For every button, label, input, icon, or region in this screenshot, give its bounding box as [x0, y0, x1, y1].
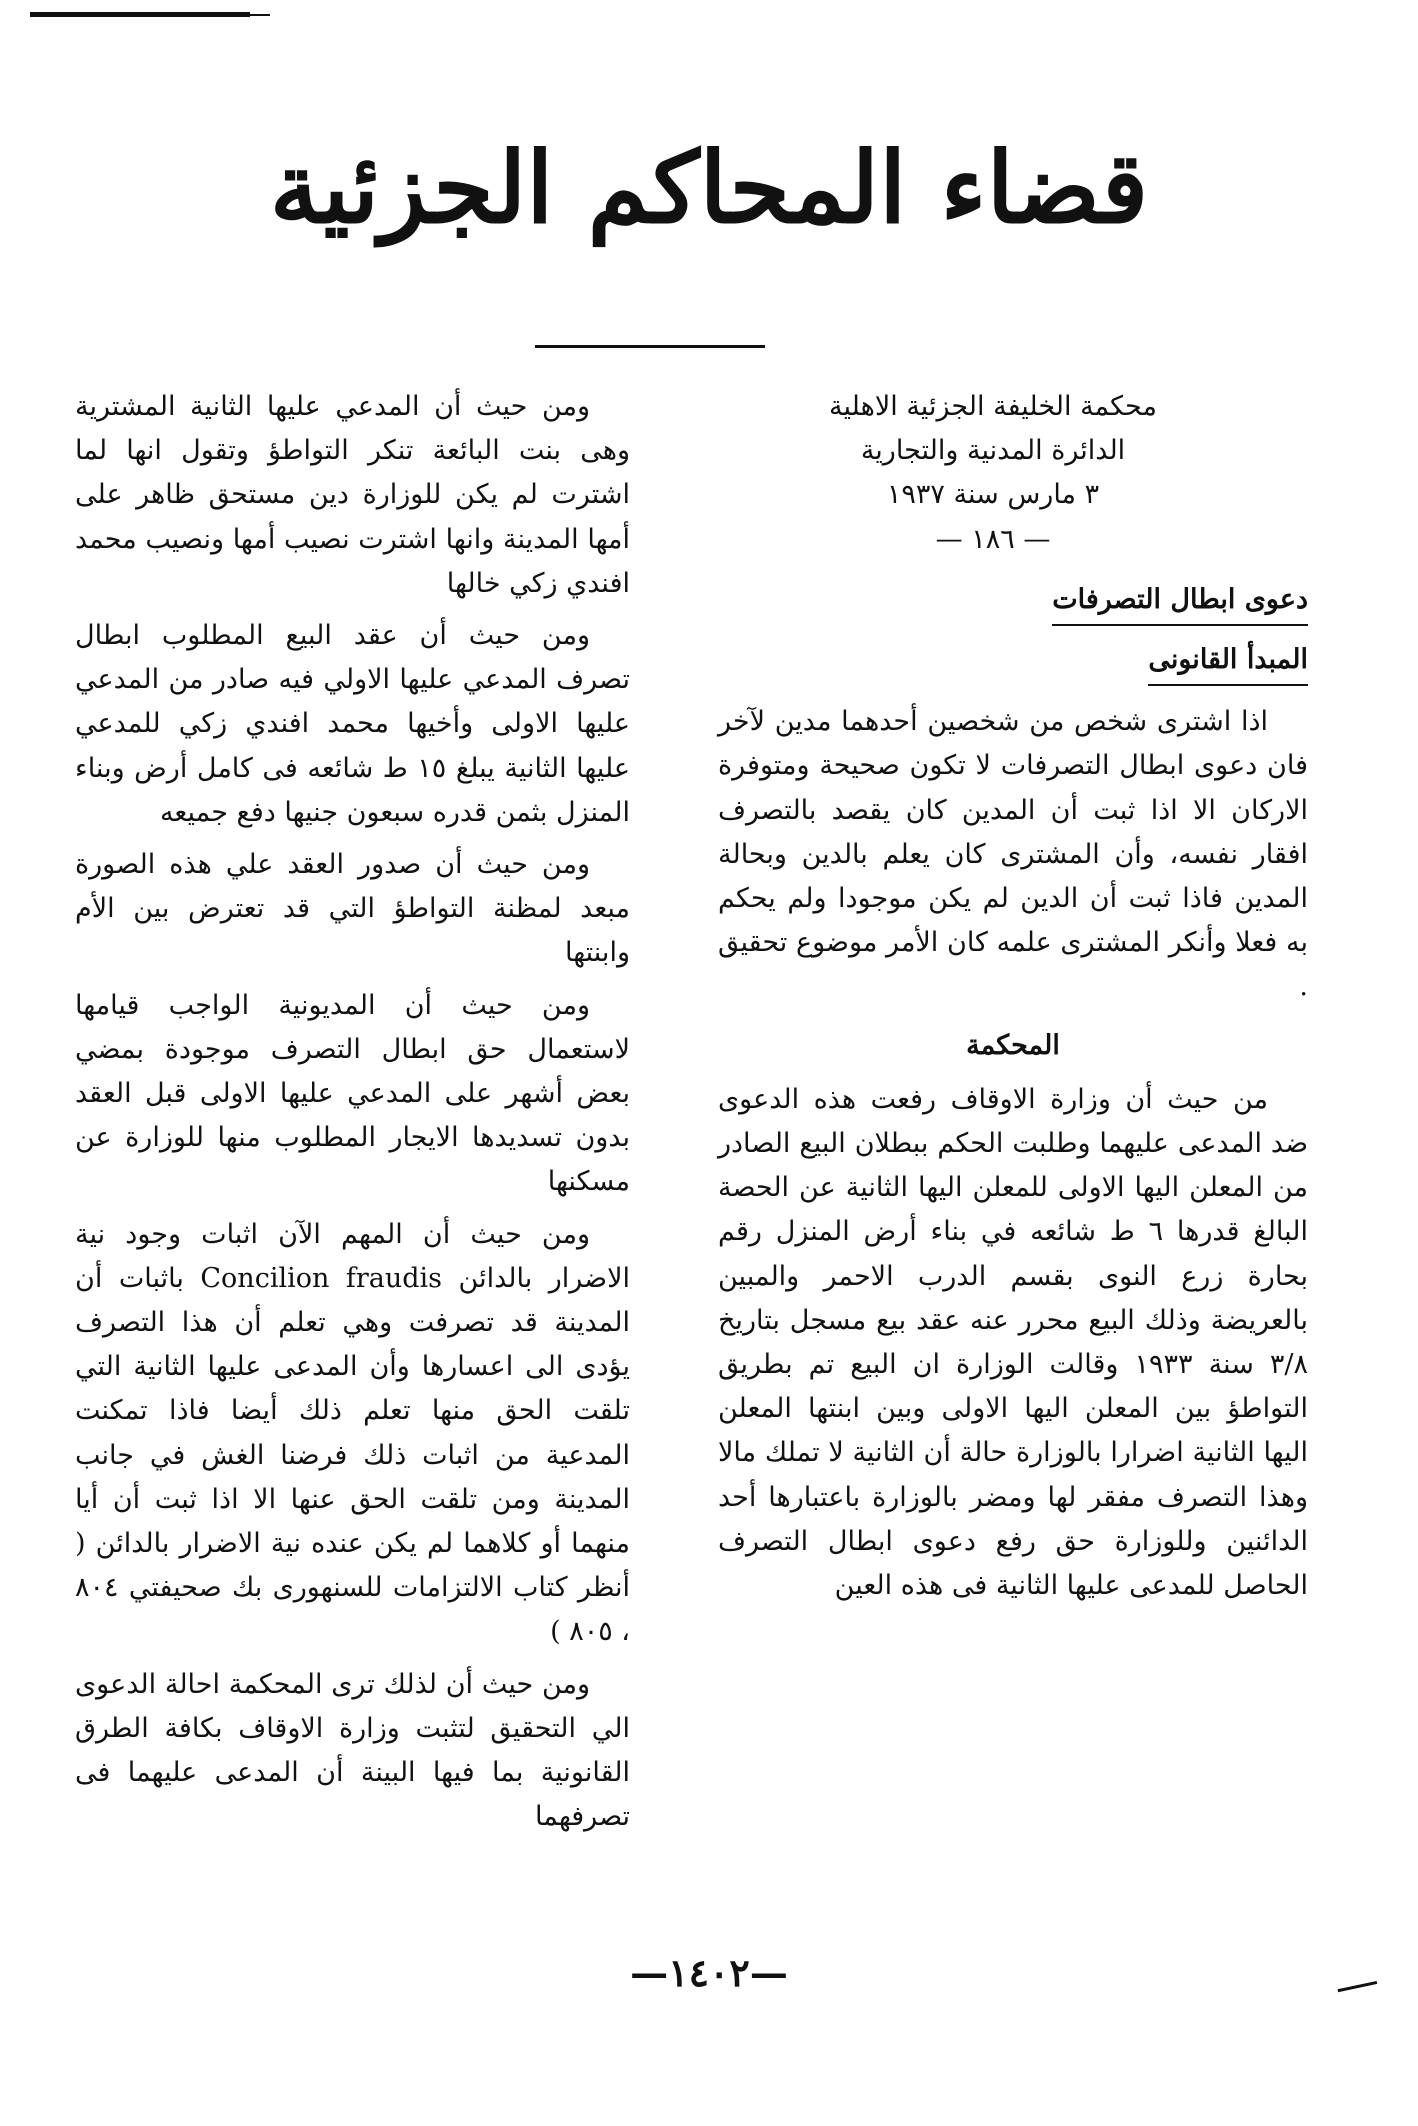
page-number: —١٤٠٢—: [630, 1950, 788, 1995]
judgment-label: المحكمة: [966, 1029, 1060, 1061]
masthead-divider: [535, 345, 765, 348]
paragraph: ومن حيث أن صدور العقد علي هذه الصورة مبعد لمظنة التواطؤ التي قد تعترض بين الأم وابنتها: [75, 849, 630, 969]
masthead-title: قضاء المحاكم الجزئية: [269, 131, 1149, 246]
paragraph: ومن حيث أن عقد البيع المطلوب ابطال تصرف المدعي عليها الاولي فيه صادر من المدعي عليها الاولى وأخيها محمد افندي زكي للمدعي عليها الثانية يبلغ ١٥ ط شائعه فى كامل أرض وبناء المنزل بثمن قدره سبعون جنيها دفع جميعه: [75, 620, 630, 828]
corner-print-mark: [30, 12, 250, 17]
case-number: — ١٨٦ —: [935, 523, 1051, 555]
left-column: [75, 385, 630, 1848]
court-name: محكمة الخليفة الجزئية الاهلية: [829, 391, 1157, 422]
case-title: دعوى ابطال التصرفات: [1052, 578, 1308, 626]
right-column: [718, 385, 1308, 1616]
court-division: الدائرة المدنية والتجارية: [860, 435, 1126, 467]
principle-label: المبدأ القانونى: [1148, 638, 1308, 686]
principle-text: اذا اشترى شخص من شخصين أحدهما مدين لآخر فان دعوى ابطال التصرفات لا تكون صحيحة ومتوفرة الاركان الا اذا ثبت أن المدين كان يقصد بالتصرف افقار نفسه، وأن المشترى كان يعلم بالدين وبحالة المدين فاذا ثبت أن الدين لم يكن موجودا ولم يحكم به فعلا وأنكر المشترى علمه كان الأمر موضوع تحقيق .: [718, 706, 1308, 1003]
paragraph: ومن حيث أن المدعي عليها الثانية المشترية وهى بنت البائعة تنكر التواطؤ وتقول انها لما اشترت لم يكن للوزارة دين مستحق ظاهر على أمها المدينة وانها اشترت نصيب أمها ونصيب محمد افندي زكي خالها: [75, 391, 630, 599]
paragraph: ومن حيث أن المهم الآن اثبات وجود نية الاضرار بالدائن Concilion fraudis باثبات أن المدينة قد تصرفت وهي تعلم أن هذا التصرف يؤدى الى اعسارها وأن المدعى عليها الثانية التي تلقت الحق منها تعلم ذلك أيضا فاذا تمكنت المدعية من اثبات ذلك فرضنا الغش في جانب المدينة ومن تلقت الحق عنها الا اذا ثبت أن أيا منهما أو كلاهما لم يكن عنده نية الاضرار بالدائن ( أنظر كتاب الالتزامات للسنهورى بك صحيفتي ٨٠٤ ، ٨٠٥ ): [75, 1218, 631, 1648]
judgment-text: من حيث أن وزارة الاوقاف رفعت هذه الدعوى ضد المدعى عليهما وطلبت الحكم ببطلان البيع الصادر من المعلن اليها الاولى للمعلن اليها الثانية عن الحصة البالغ قدرها ٦ ط شائعه في بناء أرض المنزل رقم بحارة زرع النوى بقسم الدرب الاحمر والمبين بالعريضة وذلك البيع محرر عنه عقد بيع مسجل بتاريخ ٣/٨ سنة ١٩٣٣ وقالت الوزارة ان البيع تم بطريق التواطؤ بين المعلن اليها الاولى وبين ابنتها المعلن اليها الثانية اضرارا بالوزارة حالة أن الثانية لا تملك مالا وهذا التصرف مفقر لها ومضر بالوزارة باعتبارها أحد الدائنين وللوزارة حق رفع دعوى ابطال التصرف الحاصل للمدعى عليها الثانية فى هذه العين: [718, 1083, 1308, 1602]
paragraph: ومن حيث أن المديونية الواجب قيامها لاستعمال حق ابطال التصرف موجودة بمضي بعض أشهر على المدعي عليها الاولى قبل العقد بدون تسديدها الايجار المطلوب منها للوزارة عن مسكنها: [75, 989, 630, 1198]
court-date: ٣ مارس سنة ١٩٣٧: [886, 479, 1100, 511]
paragraph: ومن حيث أن لذلك ترى المحكمة احالة الدعوى الي التحقيق لتثبت وزارة الاوقاف بكافة الطرق القانونية بما فيها البينة أن المدعى عليهما فى تصرفهما: [75, 1668, 630, 1833]
